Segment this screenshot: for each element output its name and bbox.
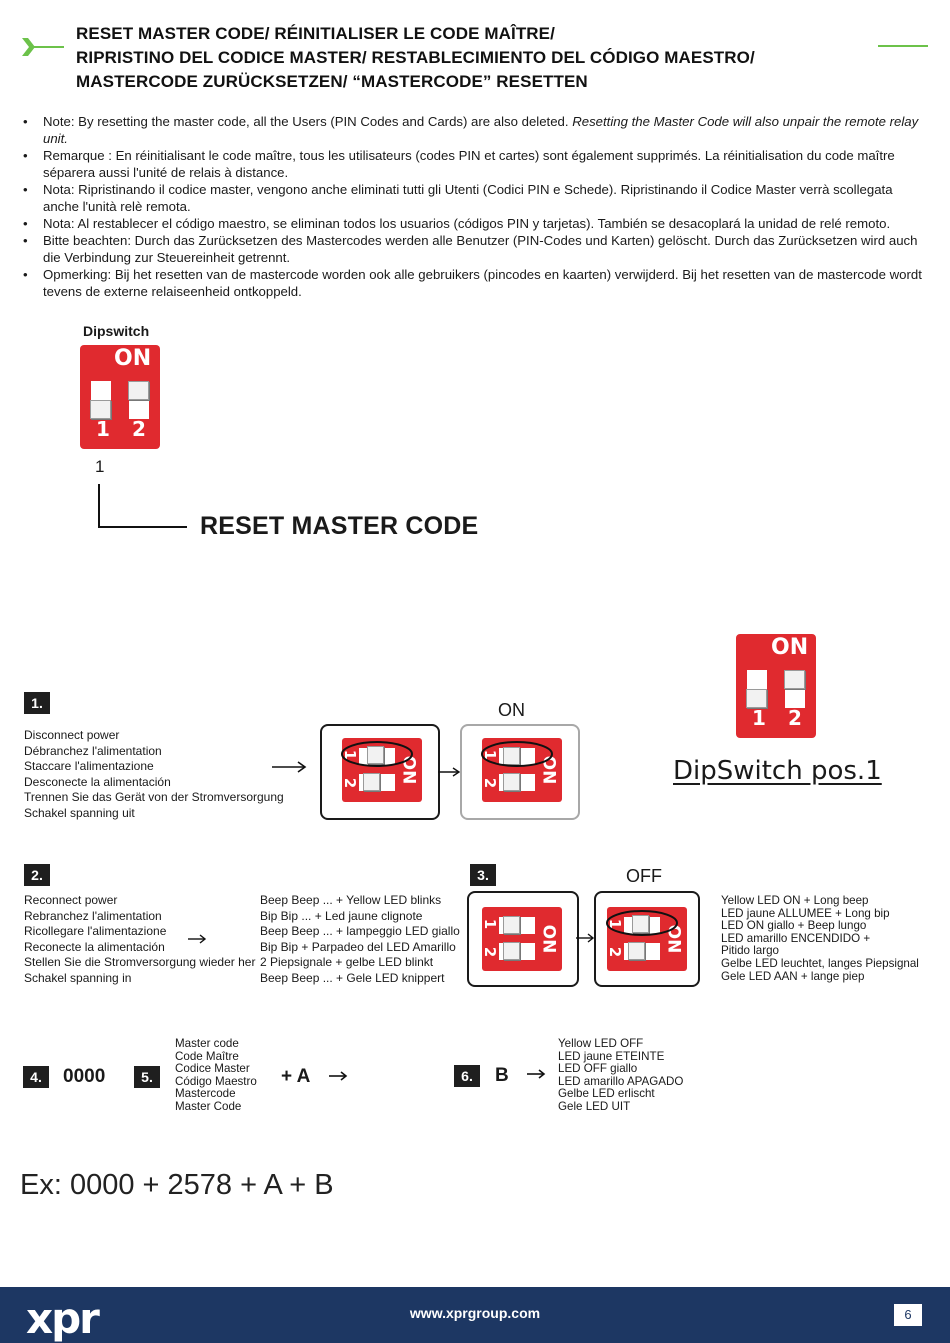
arrow-right-icon — [527, 1068, 547, 1080]
arrow-right-icon — [272, 760, 308, 774]
result-line: LED OFF giallo — [558, 1062, 638, 1076]
result-line: Yellow LED ON + Long beep — [721, 894, 869, 907]
result-line: LED jaune ETEINTE — [558, 1049, 665, 1063]
arrow-right-icon — [188, 933, 208, 945]
switch-2-lever — [363, 773, 380, 791]
state-off-label: OFF — [626, 866, 662, 886]
result-line: Gelbe LED leuchtet, langes Piepsignal — [721, 956, 919, 970]
result-line: LED amarillo ENCENDIDO + — [721, 931, 871, 945]
dipswitch-frame-after — [460, 724, 580, 820]
step-6-results — [558, 1038, 683, 1114]
switch-1-number: 1 — [752, 706, 766, 730]
dipswitch-frame-after — [594, 891, 700, 987]
note-item — [22, 113, 928, 147]
note-text: Note: By resetting the master code, all the Users (PIN Codes and Cards) are also deleted. — [43, 114, 573, 129]
step-line: Staccare l'alimentazione — [24, 759, 154, 774]
chevron-right-icon — [22, 38, 64, 56]
result-line: LED amarillo APAGADO — [558, 1074, 684, 1088]
result-line: Beep Beep ... + Gele LED knippert — [260, 970, 445, 985]
switch-1-number: 1 — [481, 918, 500, 930]
dipswitch-title: Dipswitch — [83, 323, 150, 339]
b-key: B — [495, 1065, 509, 1086]
step-line: Stellen Sie die Stromversorgung wieder her — [24, 955, 256, 970]
dipswitch-on-label: ON — [538, 924, 559, 954]
step-line: Code Maître — [175, 1049, 239, 1063]
step-line: Master code — [175, 1037, 239, 1050]
step-line: Código Maestro — [175, 1074, 257, 1088]
title-line: RIPRISTINO DEL CODICE MASTER/ RESTABLECIMIENTO DEL CÓDIGO MAESTRO/ — [76, 48, 755, 67]
result-line: Beep Beep ... + Yellow LED blinks — [260, 893, 442, 907]
switch-position-label: 1 — [95, 457, 105, 476]
dipswitch-on-label: ON — [771, 635, 809, 660]
step-line: Schakel spanning in — [24, 970, 132, 985]
step-3-badge: 3. — [470, 864, 496, 886]
step-4-badge: 4. — [23, 1066, 49, 1088]
page-number: 6 — [894, 1304, 922, 1326]
step-line: Disconnect power — [24, 728, 120, 742]
result-line: Gelbe LED erlischt — [558, 1087, 655, 1101]
note-text: Remarque : En réinitialisant le code maître, tous les utilisateurs (codes PIN et cartes) sont également supprimés. La réinitialisation du code maître séparera aussi l'unité de relais à distance. — [43, 148, 895, 180]
note-text: Opmerking: Bij het resetten van de mastercode worden ook alle gebruikers (pincodes en kaarten) verwijderd. Bij het resetten van de mastercode wordt tevens de externe relaiseenheid ontkoppeld. — [43, 267, 922, 299]
highlight-ellipse — [605, 909, 679, 937]
page-title — [76, 22, 876, 94]
step-line: Trennen Sie das Gerät von der Stromversorgung — [24, 790, 284, 805]
switch-2-lever — [628, 942, 645, 960]
state-on-label: ON — [498, 700, 525, 720]
switch-1-number: 1 — [606, 918, 625, 930]
reset-master-code-label: RESET MASTER CODE — [200, 512, 479, 540]
step-line: Desconecte la alimentación — [24, 774, 171, 789]
switch-2-number: 2 — [341, 777, 360, 789]
step-2-text — [24, 893, 255, 987]
switch-2-lever — [503, 942, 520, 960]
step-5-badge: 5. — [134, 1066, 160, 1088]
xpr-logo: xpr — [26, 1294, 98, 1343]
result-line: 2 Piepsignale + gelbe LED blinkt — [260, 955, 434, 970]
arrow-right-icon — [438, 765, 462, 779]
step-line: Reconecte la alimentación — [24, 939, 165, 954]
dipswitch-on-label: ON — [114, 346, 152, 371]
result-line: Bip Bip ... + Led jaune clignote — [260, 908, 423, 923]
result-line: Bip Bip + Parpadeo del LED Amarillo — [260, 939, 456, 954]
dipswitch-on-label: ON — [398, 755, 419, 785]
switch-1-number: 1 — [341, 749, 360, 761]
header-rule — [878, 45, 928, 47]
result-line: Gele LED AAN + lange piep — [721, 969, 865, 983]
step-2-results — [260, 893, 460, 987]
switch-1-number: 1 — [96, 417, 110, 441]
master-code-value: 0000 — [63, 1066, 106, 1087]
title-line: MASTERCODE ZURÜCKSETZEN/ “MASTERCODE” RESETTEN — [76, 72, 588, 91]
note-item — [22, 147, 928, 181]
note-item — [22, 266, 928, 300]
arrow-right-icon — [576, 932, 596, 944]
arrow-right-icon — [329, 1070, 349, 1082]
step-1-badge: 1. — [24, 692, 50, 714]
step-6-badge: 6. — [454, 1065, 480, 1087]
highlight-ellipse — [480, 740, 554, 768]
switch-2-number: 2 — [481, 777, 500, 789]
switch-2-lever — [503, 773, 520, 791]
result-line: Pitido largo — [721, 944, 780, 958]
result-line: LED ON giallo + Beep lungo — [721, 919, 867, 933]
result-line: Yellow LED OFF — [558, 1037, 644, 1050]
switch-2-number: 2 — [132, 417, 146, 441]
step-line: Mastercode — [175, 1087, 236, 1101]
switch-2-lever — [128, 381, 149, 400]
switch-1-number: 1 — [481, 749, 500, 761]
notes-list — [22, 113, 928, 300]
note-italic: Resetting the Master Code will also unpair the remote relay unit. — [43, 114, 919, 146]
step-line: Schakel spanning uit — [24, 805, 135, 820]
result-line: Beep Beep ... + lampeggio LED giallo — [260, 924, 460, 939]
step-line: Ricollegare l'alimentazione — [24, 924, 167, 939]
step-line: Master Code — [175, 1099, 242, 1113]
highlight-ellipse — [340, 740, 414, 768]
dipswitch-on-label: ON — [663, 924, 684, 954]
example-sequence: Ex: 0000 + 2578 + A + B — [20, 1169, 334, 1201]
step-2-badge: 2. — [24, 864, 50, 886]
connector-line — [97, 484, 189, 530]
switch-2-number: 2 — [481, 946, 500, 958]
result-line: Gele LED UIT — [558, 1099, 631, 1113]
step-1-text — [24, 728, 284, 822]
dipswitch-on-label: ON — [538, 755, 559, 785]
dipswitch-diagram-rotated — [607, 907, 687, 971]
dipswitch-diagram — [80, 345, 160, 449]
note-text: Nota: Ripristinando il codice master, vengono anche eliminati tutti gli Utenti (Codici PIN e Schede). Ripristinando il Codice Master verrà scollegata anche l'unità relè remota. — [43, 182, 893, 214]
switch-2-lever — [784, 670, 805, 689]
step-line: Débranchez l'alimentation — [24, 743, 162, 758]
plus-a-key: + A — [281, 1066, 311, 1087]
title-line: RESET MASTER CODE/ RÉINITIALISER LE CODE MAÎTRE/ — [76, 24, 555, 43]
result-line: LED jaune ALLUMEE + Long bip — [721, 906, 890, 920]
note-item — [22, 181, 928, 215]
step-line: Codice Master — [175, 1062, 250, 1076]
switch-2-number: 2 — [606, 946, 625, 958]
step-line: Rebranchez l'alimentation — [24, 908, 162, 923]
note-text: Bitte beachten: Durch das Zurücksetzen des Mastercodes werden alle Benutzer (PIN-Codes und Karten) gelöscht. Durch das Zurücksetzen wird auch die Verbindung zur Steuereinheit getrennt. — [43, 233, 918, 265]
note-text: Nota: Al restablecer el código maestro, se eliminan todos los usuarios (códigos PIN y tarjetas). También se desacoplará la unidad de relé remoto. — [43, 216, 891, 231]
dipswitch-diagram-rotated — [482, 907, 562, 971]
dipswitch-diagram-rotated — [342, 738, 422, 802]
website-link[interactable]: www.xprgroup.com — [409, 1305, 541, 1321]
switch-1-lever — [503, 916, 520, 934]
note-item — [22, 215, 928, 232]
dipswitch-pos1-caption: DipSwitch pos.1 — [673, 756, 882, 786]
step-5-text — [175, 1038, 257, 1114]
dipswitch-frame-before — [467, 891, 579, 987]
switch-2-number: 2 — [788, 706, 802, 730]
dipswitch-diagram-rotated — [482, 738, 562, 802]
dipswitch-pos1-diagram — [736, 634, 816, 738]
dipswitch-frame-before — [320, 724, 440, 820]
step-line: Reconnect power — [24, 893, 118, 907]
step-3-results — [721, 895, 919, 983]
note-item — [22, 232, 928, 266]
